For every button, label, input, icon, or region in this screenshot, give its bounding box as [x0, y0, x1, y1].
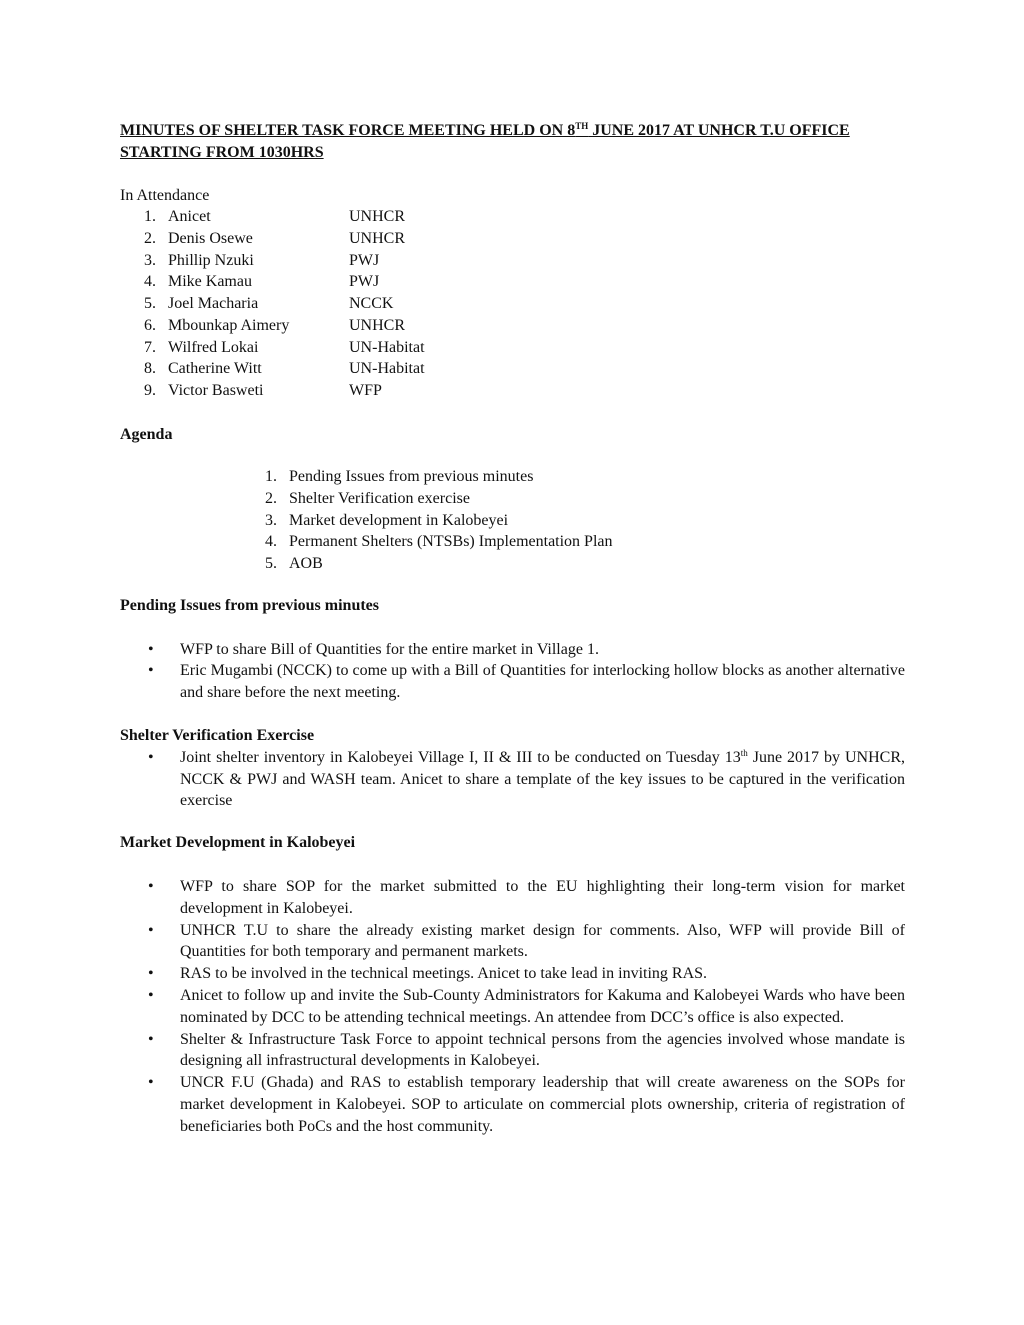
- attendance-list: [120, 206, 905, 401]
- verification-heading: Shelter Verification Exercise: [120, 727, 315, 744]
- agenda-item: 3. Market development in Kalobeyei: [265, 511, 509, 529]
- attendee-row: 9. Victor Basweti WFP: [144, 381, 382, 399]
- attendee-row: 4. Mike Kamau PWJ: [144, 273, 380, 291]
- document-title: MINUTES OF SHELTER TASK FORCE MEETING HELD ON 8TH JUNE 2017 AT UNHCR T.U OFFICE STARTING FROM 1030HRS: [120, 121, 850, 161]
- attendee-row: 2. Denis Osewe UNHCR: [144, 230, 406, 248]
- agenda-item: 1. Pending Issues from previous minutes: [265, 468, 534, 486]
- market-list: [120, 876, 905, 1138]
- attendee-row: 7. Wilfred Lokai UN-Habitat: [144, 338, 425, 356]
- pending-issues-list: [120, 639, 905, 704]
- bullet-icon: •: [148, 965, 154, 983]
- list-item: • UNCR F.U (Ghada) and RAS to establish temporary leadership that will create awareness on the SOPs for market development in Kalobeyei. SOP to articulate on commercial plots ownership, criteria of registration of beneficiaries both PoCs and the host community.: [148, 1074, 905, 1135]
- list-item: • UNHCR T.U to share the already existing market design for comments. Also, WFP will provide Bill of Quantities for both temporary and permanent markets.: [148, 921, 905, 961]
- bullet-icon: •: [148, 640, 154, 658]
- agenda-item: 2. Shelter Verification exercise: [265, 490, 470, 508]
- list-item: • Eric Mugambi (NCCK) to come up with a Bill of Quantities for interlocking hollow blocks as another alternative and share before the next meeting.: [148, 662, 905, 702]
- list-item: • WFP to share Bill of Quantities for the entire market in Village 1.: [120, 639, 905, 661]
- bullet-icon: •: [148, 921, 154, 939]
- attendee-row: 5. Joel Macharia NCCK: [144, 295, 394, 313]
- bullet-icon: •: [148, 748, 154, 766]
- agenda-item: 4. Permanent Shelters (NTSBs) Implementation Plan: [265, 533, 613, 551]
- attendee-row: 8. Catherine Witt UN-Habitat: [144, 360, 425, 378]
- bullet-icon: •: [148, 877, 154, 895]
- attendee-row: 1. Anicet UNHCR: [144, 208, 406, 226]
- attendee-row: 3. Phillip Nzuki PWJ: [144, 251, 380, 269]
- list-item: • WFP to share SOP for the market submitted to the EU highlighting their long-term vision for market development in Kalobeyei.: [148, 877, 905, 917]
- attendee-row: 6. Mbounkap Aimery UNHCR: [144, 316, 406, 334]
- verification-list: [120, 747, 905, 812]
- bullet-icon: •: [148, 1030, 154, 1048]
- agenda-list: [120, 466, 905, 574]
- agenda-item: 5. AOB: [265, 555, 323, 573]
- document-body: [120, 120, 905, 1138]
- list-item: • Shelter & Infrastructure Task Force to appoint technical persons from the agencies involved whose mandate is designing all infrastructural developments in Kalobeyei.: [148, 1030, 905, 1070]
- bullet-icon: •: [148, 1074, 154, 1092]
- list-item: • Anicet to follow up and invite the Sub-County Administrators for Kakuma and Kalobeyei Wards who have been nominated by DCC to be attending technical meetings. An attendee from DCC’s office is also expected.: [148, 986, 905, 1026]
- bullet-icon: •: [148, 986, 154, 1004]
- bullet-icon: •: [148, 662, 154, 680]
- pending-issues-heading: Pending Issues from previous minutes: [120, 596, 379, 614]
- market-heading: Market Development in Kalobeyei: [120, 834, 356, 852]
- list-item: • Joint shelter inventory in Kalobeyei Village I, II & III to be conducted on Tuesday 13th June 2017 by UNHCR, NCCK & PWJ and WASH team. Anicet to share a template of the key issues to be captured in the verification exercise: [148, 747, 906, 810]
- agenda-heading: Agenda: [120, 425, 173, 443]
- attendance-label: In Attendance: [120, 186, 210, 204]
- list-item: • RAS to be involved in the technical meetings. Anicet to take lead in inviting RAS.: [120, 963, 905, 985]
